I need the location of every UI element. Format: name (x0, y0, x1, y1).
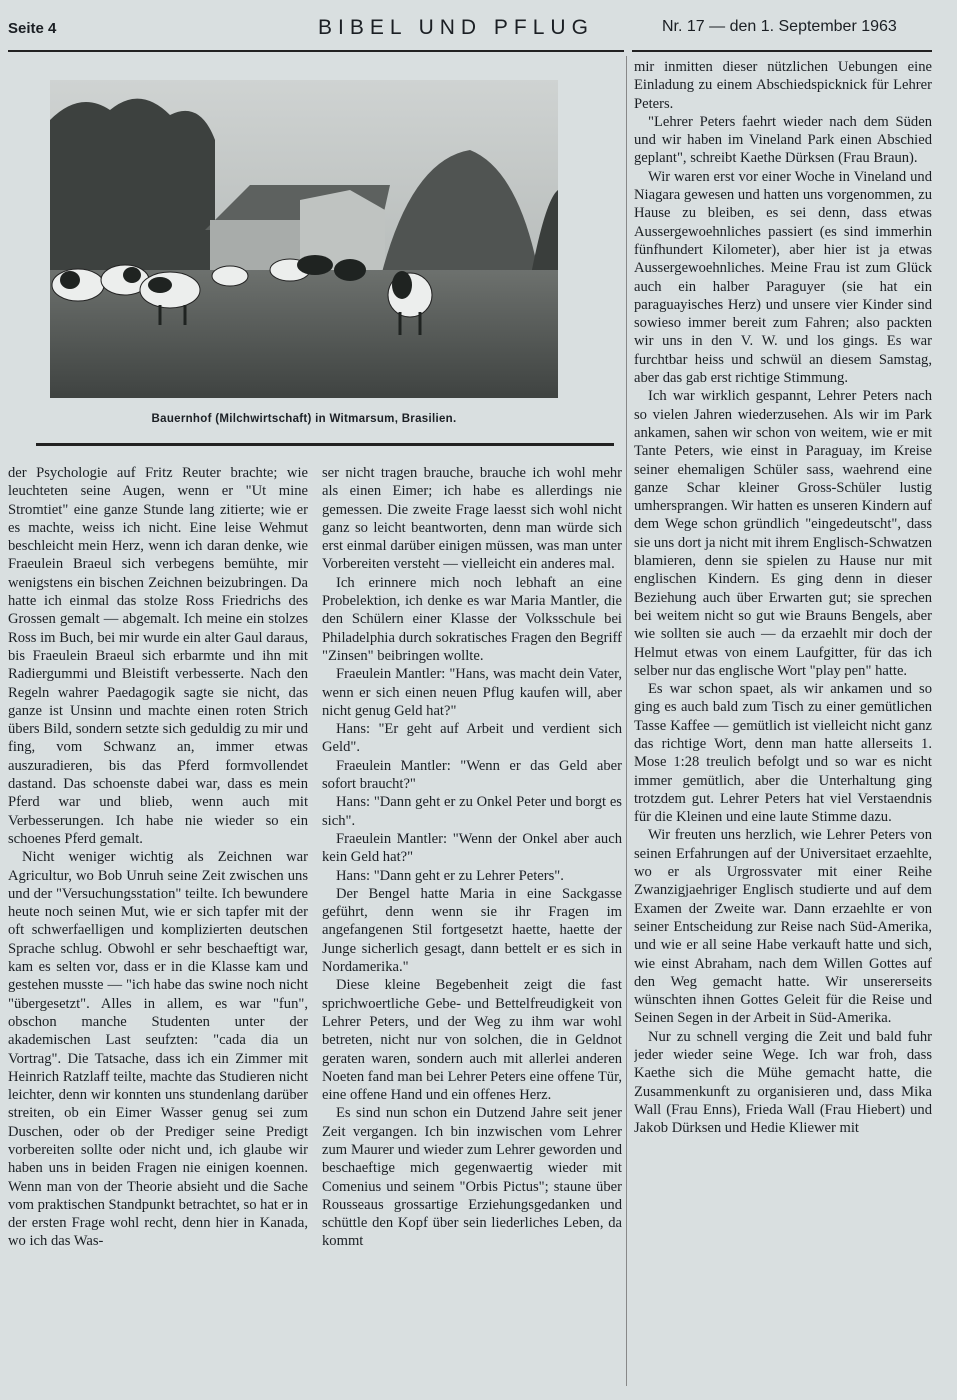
column-1 (8, 464, 308, 1384)
masthead-title: BIBEL UND PFLUG (318, 16, 594, 39)
column-2-paragraph: Fraeulein Mantler: "Wenn er das Geld aber sofort braucht?" (322, 757, 622, 793)
column-2-paragraph: Fraeulein Mantler: "Hans, was macht dein Vater, wenn er sich einen neuen Pflug kaufen will, aber nicht genug Geld hat?" (322, 666, 622, 719)
column-2-paragraph: Hans: "Dann geht er zu Onkel Peter und borgt es sich". (322, 794, 622, 829)
column-2-paragraph: Es sind nun schon ein Dutzend Jahre seit jener Zeit vergangen. Ich bin inzwischen vom Lehrer zum Maurer und wieder zum Lehrer geworden und beschaeftige mich gegenwaertig wieder mit Comenius und seinem "Orbis Pictus"; staune über Rousseaus grossartige Erziehungsgedanken und schüttle den Kopf über sein liederliches Leben, da kommt (322, 1105, 622, 1250)
column-3-paragraph: Es war schon spaet, als wir ankamen und so ging es auch bald zum Tisch zu einer gemütlichen Tasse Kaffee — gemütlich ist vielleicht nicht ganz das richtige Wort, denn man hatte allerseits 1. Mose 1:28 treulich befolgt und so war es nicht immer gemütlich, aber die Unterhaltung ging trotzdem gut. Lehrer Peters hat viel Verstaendnis für die Kleinen und eine laute Stimme dazu. (634, 681, 932, 826)
column-2-paragraph: Ich erinnere mich noch lebhaft an eine Probelektion, ich denke es war Maria Mantler, die den Schülern einer Klasse der Volksschule bei Philadelphia durch sokratisches Fragen den Begriff "Zinsen" beibringen wollte. (322, 574, 622, 664)
column-3-paragraph: Nur zu schnell verging die Zeit und bald fuhr jeder wieder seine Wege. Ich war froh, dass Kaethe sich die Mühe gemacht hatte, die Zusammenkunft zu organisieren und, dass Mika Wall (Frau Enns), Frieda Wall (Frau Hiebert) und Jakob Dürksen und Hedie Kliewer mit (634, 1028, 932, 1137)
photo-caption: Bauernhof (Milchwirtschaft) in Witmarsum, Brasilien. (151, 413, 457, 425)
header-rule (8, 50, 624, 52)
column-3-paragraph: Ich war wirklich gespannt, Lehrer Peters nach so vielen Jahren wiederzusehen. Als wir im Park ankamen, sahen wir schon von weitem, wie er mit Tante Peters, wie einst in Paraguay, im Kreise seiner ehemaligen Schüler sass, waehrend eine ganze Schar kleiner Gross-Schüler lustig umhersprangen. Wir hatten es unseren Kindern auf dem Wege schon gründlich "eingedeutscht", dass sie uns dort ja nicht mit ihrem Englisch-Schwatzen blamieren, denn sie spielen zu Hause nur mit englischen Kindern. Es ging denn in dieser Beziehung auch über Erwarten gut; sie sprechen bei weitem nicht so gut wie Brauns Bengels, aber wie sollten sie auch — da erzaehlt mir doch der Helmut etwas von einem Laufgitter, für das ich selber nur das englische Wort "play pen" hatte. (634, 388, 932, 679)
page-header (0, 14, 957, 44)
farm-photo-illustration (50, 80, 558, 398)
column-2-paragraph: Diese kleine Begebenheit zeigt die fast sprichwoertliche Gebe- und Bettelfreudigkeit von Lehrer Peters, und der Weg zu ihm war wohl betreten, nicht nur von solchen, die in Geldnot geraten waren, sondern auch mit allerlei anderen Noeten fand man bei Lehrer Peters eine offene Tür, eine offene Hand und ein offenes Herz. (322, 977, 622, 1104)
column-2-paragraph: ser nicht tragen brauche, brauche ich wohl mehr als einen Eimer; ich habe es allerdings nie gemessen. Die zweite Frage laesst sich wohl nicht ganz so leicht beantworten, denn man würde sich erst einmal darüber einigen müssen, was man unter Vorbereiten versteht — vielleicht ein anderes mal. (322, 465, 622, 573)
column-2-paragraph: Fraeulein Mantler: "Wenn der Onkel aber auch kein Geld hat?" (322, 830, 622, 866)
farm-photo (50, 80, 558, 398)
column-2 (322, 464, 622, 1384)
column-3-paragraph: mir inmitten dieser nützlichen Uebungen eine Einladung zu einem Abschiedspicknick für Lehrer Peters. (634, 59, 932, 112)
column-2-paragraph: Hans: "Dann geht er zu Lehrer Peters". (336, 867, 564, 884)
column-2-paragraph: Der Bengel hatte Maria in eine Sackgasse geführt, denn wenn sie ihr Fragen im angefangenen Stil fortgesetzt haette, haette der Junge sicherlich gesagt, dann bettelt er es sich in Nordamerika." (322, 885, 622, 976)
column-divider (626, 56, 627, 1386)
header-rule-right (632, 50, 932, 52)
issue-date: Nr. 17 — den 1. September 1963 (662, 18, 897, 35)
column-3-paragraph: Wir freuten uns herzlich, wie Lehrer Peters von seinen Erfahrungen auf der Universitaet erzaehlte, wo er als Urgrossvater mit einer Reihe Zwanzigjaehriger Englisch studierte und auf dem Examen der Zweite war. Dann erzaehlte er von seiner Entscheidung zur Reise nach Süd-Amerika, und wie er all seine Habe verkauft hatte und sich, wie einst Abraham, nach dem Willen Gottes auf den Weg gemacht hatte. Wir unsererseits wünschten ihnen Gottes Geleit für die Reise und Seinen Segen in der Arbeit in Süd-Amerika. (634, 827, 932, 1027)
page-number: Seite 4 (8, 20, 57, 37)
column-2-paragraph: Hans: "Er geht auf Arbeit und verdient sich Geld". (322, 721, 622, 756)
column-3 (634, 58, 932, 1388)
column-3-paragraph: "Lehrer Peters faehrt wieder nach dem Süden und wir haben im Vineland Park einen Abschied geplant", schreibt Kaethe Dürksen (Frau Braun). (634, 113, 932, 167)
column-1-paragraph: Nicht weniger wichtig als Zeichnen war Agricultur, wo Bob Unruh seine Zeit zwischen uns und der "Versuchungsstation" teilte. Ich bewundere heute noch seinen Mut, wie er sich tapfer mit der oft schwerfaelligen und komplizierten deutschen Sprache schlug. Obwohl er sehr beschaeftigt war, kam es selten vor, dass er in die Klasse kam und gestehen musste — "ich habe das swine noch nicht "übergesetzt". Alles in allem, es war "fun", obschon manche Studenten unter der akademischen Last seufzten: "cada dia un Vortrag". Die Tatsache, dass ich ein Zimmer mit Heinrich Ratzlaff teilte, machte das Studieren nicht leichter, denn wir konnten uns stundenlang darüber streiten, ob ein Eimer Wasser genug sei zum Duschen, oder ob der Prediger seine Predigt vorbereiten sollte oder nicht und, ich glaube wir haben uns in beiden Fragen nie einigen koennen. Wenn man von der Theorie absieht und die Sache vom praktischen Standpunkt betrachtet, so hat er in der ersten Frage wohl recht, denn hier in Kanada, wo ich das Was- (8, 849, 308, 1250)
column-3-paragraph: Wir waren erst vor einer Woche in Vineland und Niagara gewesen und hatten uns vorgenommen, zu Hause zu bleiben, es sei denn, dass etwas Aussergewoehnliches passiert (es sind immerhin fünfhundert Kilometer), aber hier ist ja etwas Aussergewoehnliches. Meine Frau ist zum Glück auch ein halber Paraguyer (sie hat ein paraguayisches Herz) und unsere vier Kinder sind sowieso immer bereit zum Fahren; also packten wir uns in den V. W. und los gings. Es war furchtbar heiss und schwül an diesem Samstag, aber das gab erst richtige Stimmung. (634, 168, 932, 387)
caption-rule (36, 443, 614, 446)
column-1-paragraph: der Psychologie auf Fritz Reuter brachte; wie leuchteten seine Augen, wenn er "Ut mine Stromtiet" eine ganze Stunde lang zitierte; wie er es machte, weiss ich nicht. Eine leise Wehmut beschleicht mein Herz, wenn ich daran denke, wie Fraeulein Braeul sich verbegens bemühte, mir wenigstens ein bischen Zeichnen beizubringen. Da hatte ich einmal das stolze Ross Friedrichs des Grossen gemalt — abgemalt. Ich meine ein stolzes Ross im Buch, bei mir wurde ein alter Gaul daraus, bis Fraeulein Braeul sich erbarmte und ihn mit Radiergummi und Bleistift verbesserte. Nach den Regeln wahrer Paedagogik sagte sie nicht, das ganze ist Unsinn und machte einen roten Strich übers Bild, sondern setzte sich geduldig zu mir und fing, vom Schwanz an, immer etwas auszuradieren, bis das Pferd formvollendet dastand. Das schoenste dabei war, dass es mein Pferd war und blieb, wenn auch mit Verbesserungen. Ich habe nie wieder so ein schoenes Pferd gemalt. (8, 465, 308, 847)
